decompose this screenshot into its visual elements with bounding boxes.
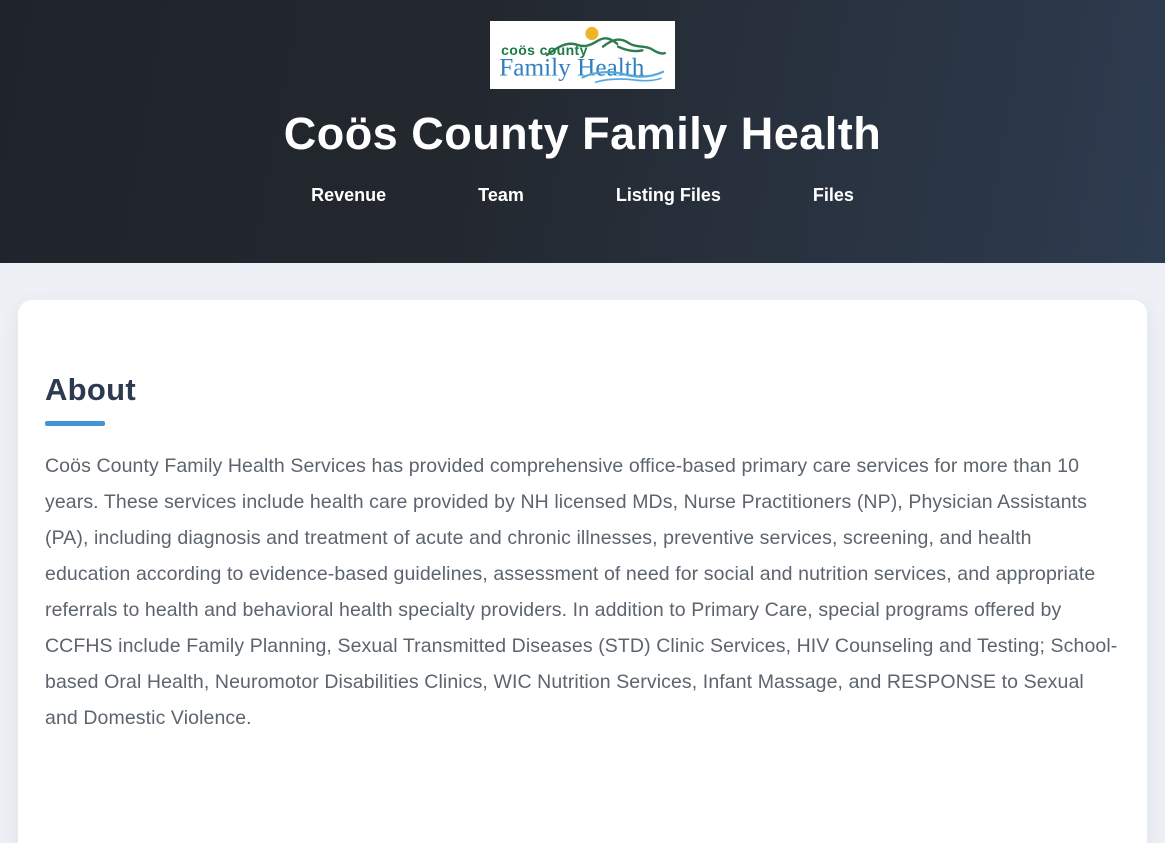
about-text: Coös County Family Health Services has provided comprehensive office-based primary care services for more than 10 years. These services include health care provided by NH licensed MDs, Nurse Practitioners (NP), Physician Assistants (PA), including diagnosis and treatment of acute and chronic illnesses, preventive services, screening, and health education according to evidence-based guidelines, assessment of need for social and nutrition services, and appropriate referrals to health and behavioral health specialty providers. In addition to Primary Care, special programs offered by CCFHS include Family Planning, Sexual Transmitted Diseases (STD) Clinic Services, HIV Counseling and Testing; School-based Oral Health, Neuromotor Disabilities Clinics, WIC Nutrition Services, Infant Massage, and RESPONSE to Sexual and Domestic Violence. xyxy=(45,455,1118,729)
main-content xyxy=(0,263,1165,843)
sun-icon xyxy=(585,27,598,40)
site-header xyxy=(0,0,1165,263)
page-title: Coös County Family Health xyxy=(283,108,882,159)
logo-text-family-health: Family Health xyxy=(499,53,645,82)
about-heading: About xyxy=(45,372,137,407)
family-health-logo-image xyxy=(497,26,668,84)
nav-link-files[interactable]: Files xyxy=(812,184,854,205)
nav-link-listing-files[interactable]: Listing Files xyxy=(615,184,721,205)
nav-link-revenue[interactable]: Revenue xyxy=(311,184,387,205)
main-nav xyxy=(311,185,854,207)
heading-underline xyxy=(45,421,105,426)
logo-text-county: coös county xyxy=(501,42,588,58)
nav-link-team[interactable]: Team xyxy=(478,184,524,205)
logo[interactable] xyxy=(490,21,675,89)
about-card xyxy=(18,300,1147,843)
